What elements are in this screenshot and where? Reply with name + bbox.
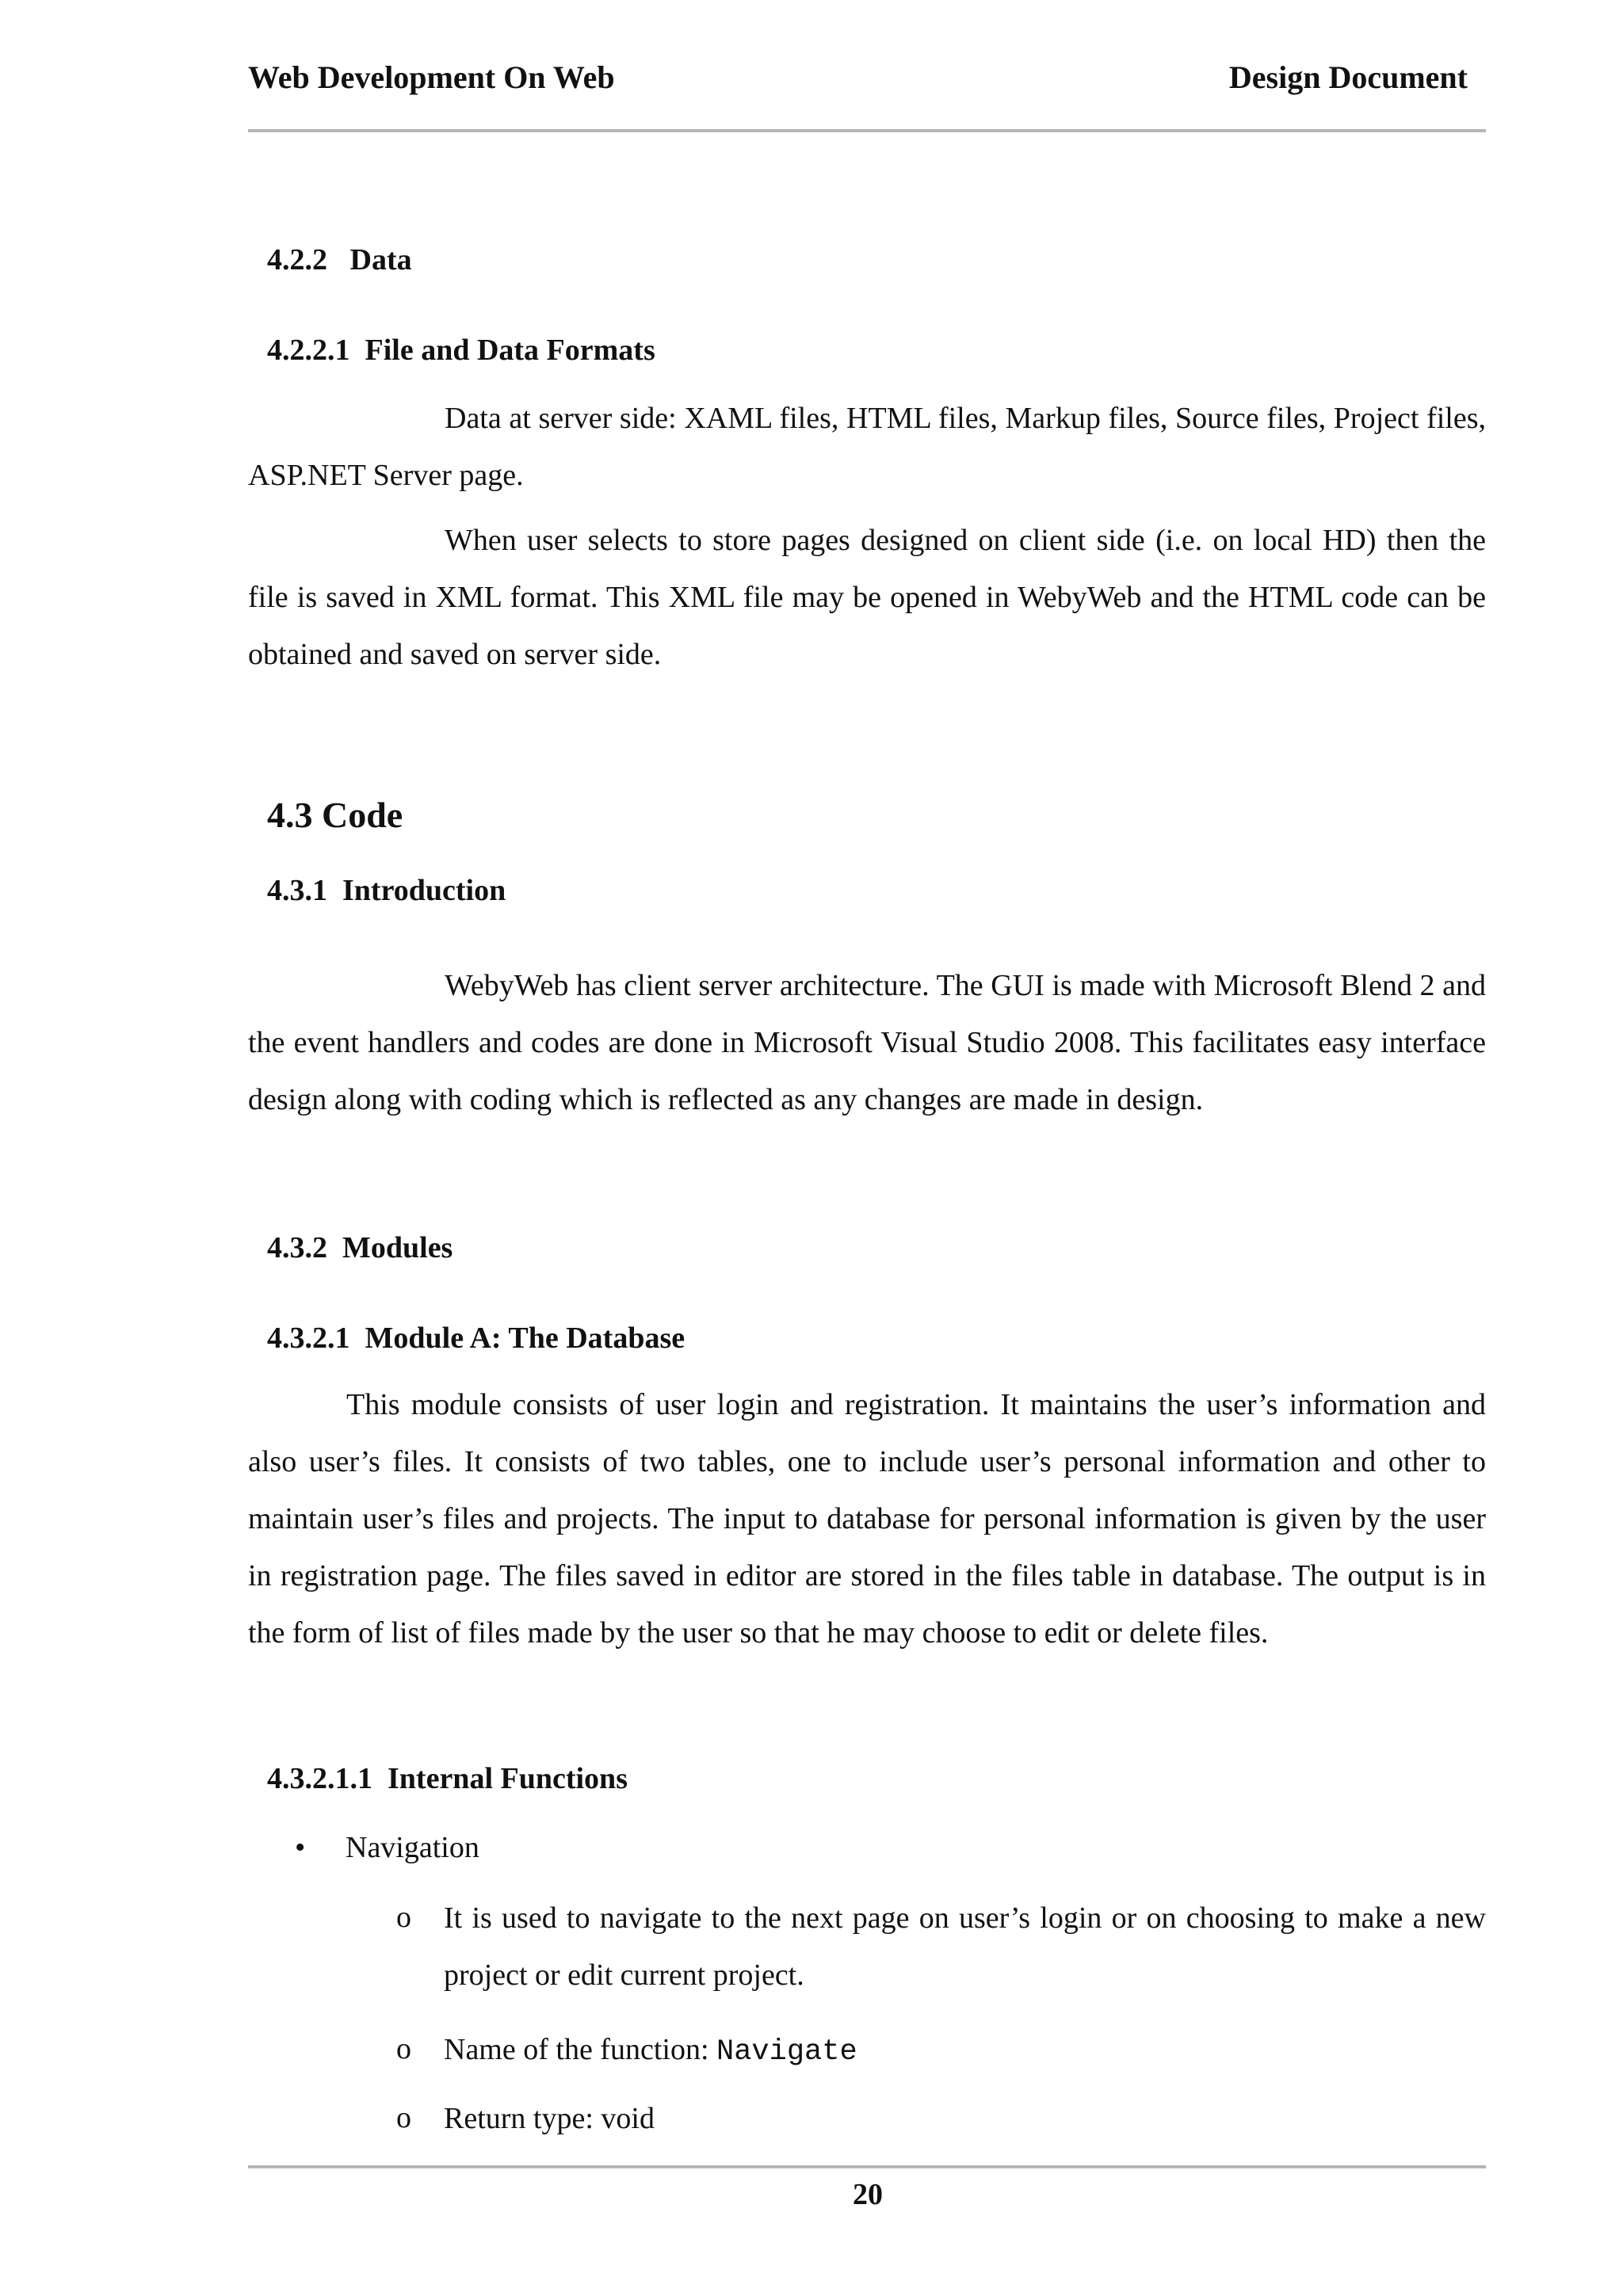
paragraph-client-storage: When user selects to store pages designed on client side (i.e. on local HD) then the file is saved in XML format. This XML file may be opened in WebyWeb and the HTML code can be obtained and saved on server side. <box>248 524 1486 671</box>
paragraph-introduction: WebyWeb has client server architecture. The GUI is made with Microsoft Blend 2 and the event handlers and codes are done in Microsoft Visual Studio 2008. This facilitates easy interface design along with coding which is reflected as any changes are made in design. <box>248 969 1486 1116</box>
function-name-code: Navigate <box>716 2035 857 2069</box>
function-name-label: Name of the function: <box>444 2033 717 2066</box>
footer-rule <box>248 2165 1486 2168</box>
heading-4-3-2: 4.3.2 Modules <box>267 1231 453 1264</box>
heading-4-3-1: 4.3.1 Introduction <box>267 874 506 907</box>
sub-bullet-return-type: Return type: void <box>444 2102 655 2135</box>
sub-bullet-icon: o <box>396 2032 411 2065</box>
sub-bullet-function-name <box>444 2021 1486 2081</box>
page-number: 20 <box>853 2178 883 2211</box>
sub-bullet-icon: o <box>396 2101 411 2134</box>
heading-4-2-2: 4.2.2 Data <box>267 243 412 277</box>
bullet-dot-icon: • <box>295 1831 306 1864</box>
running-header-doc-type: Design Document <box>1228 59 1468 95</box>
running-header-title: Web Development On Web <box>248 59 615 95</box>
heading-4-3-2-1: 4.3.2.1 Module A: The Database <box>267 1322 685 1355</box>
bullet-label: Navigation <box>346 1831 479 1864</box>
heading-4-3: 4.3 Code <box>267 795 403 835</box>
heading-4-2-2-1: 4.2.2.1 File and Data Formats <box>267 334 655 367</box>
paragraph-module-a: This module consists of user login and registration. It maintains the user’s information and also user’s files. It consists of two tables, one to include user’s personal information and other to maintain user’s files and projects. The input to database for personal information is given by the user in registration page. The files saved in editor are stored in the files table in database. The output is in the form of list of files made by the user so that he may choose to edit or delete files. <box>248 1388 1486 1650</box>
paragraph-server-data: Data at server side: XAML files, HTML files, Markup files, Source files, Project files, ASP.NET Server page. <box>248 402 1486 492</box>
header-rule <box>248 129 1486 132</box>
sub-bullet-purpose: It is used to navigate to the next page on user’s login or on choosing to make a new project or edit current project. <box>444 1901 1486 1992</box>
heading-4-3-2-1-1: 4.3.2.1.1 Internal Functions <box>267 1762 628 1795</box>
sub-bullet-icon: o <box>396 1901 411 1934</box>
